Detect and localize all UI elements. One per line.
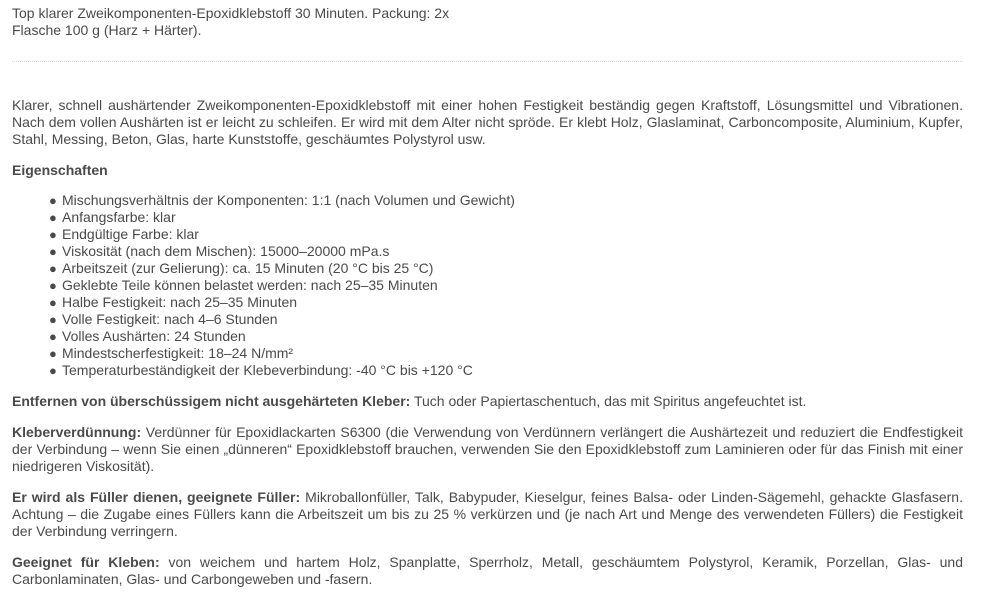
bullet-icon: ●: [49, 210, 57, 225]
list-item: [49, 243, 963, 260]
suitable-text: von weichem und hartem Holz, Spanplatte, Sperrholz, Metall, geschäumtem Polystyrol, Keramik, Porzellan, Glas- und Carbonlaminaten, Glas- und Carbongeweben und -fasern.: [12, 554, 963, 587]
intro-line-2: Flasche 100 g (Harz + Härter).: [12, 22, 202, 38]
list-item: [49, 226, 963, 243]
property-text: Geklebte Teile können belastet werden: nach 25–35 Minuten: [62, 277, 438, 293]
bullet-icon: ●: [49, 227, 57, 242]
thinning-lead: Kleberverdünnung:: [12, 424, 142, 440]
filler-lead: Er wird als Füller dienen, geeignete Füller:: [12, 489, 301, 505]
property-text: Mindestscherfestigkeit: 18–24 N/mm²: [62, 345, 294, 361]
property-text: Viskosität (nach dem Mischen): 15000–20000 mPa.s: [62, 243, 390, 259]
list-item: [49, 328, 963, 345]
suitable-lead: Geeignet für Kleben:: [12, 554, 160, 570]
properties-heading: Eigenschaften: [12, 162, 108, 178]
filler-text: Mikroballonfüller, Talk, Babypuder, Kieselgur, feines Balsa- oder Linden-Sägemehl, gehackte Glasfasern. Achtung – die Zugabe eines Füllers kann die Arbeitszeit um bis zu 25 % verkürzen und (je nach Art und Menge des verwendeten Füllers) die Festigkeit der Verbindung verringern.: [12, 489, 963, 539]
property-text: Arbeitszeit (zur Gelierung): ca. 15 Minuten (20 °C bis 25 °C): [62, 260, 434, 276]
property-text: Anfangsfarbe: klar: [62, 209, 176, 225]
bullet-icon: ●: [49, 329, 57, 344]
bullet-icon: ●: [49, 193, 57, 208]
property-text: Mischungsverhältnis der Komponenten: 1:1 (nach Volumen und Gewicht): [62, 192, 515, 208]
section-divider: [12, 61, 963, 62]
list-item: [49, 362, 963, 379]
bullet-icon: ●: [49, 312, 57, 327]
list-item: [49, 277, 963, 294]
bullet-icon: ●: [49, 346, 57, 361]
list-item: [49, 345, 963, 362]
list-item: [49, 192, 963, 209]
removal-lead: Entfernen von überschüssigem nicht ausgehärteten Kleber:: [12, 393, 411, 409]
bullet-icon: ●: [49, 278, 57, 293]
removal-paragraph: [12, 393, 963, 410]
removal-text: Tuch oder Papiertaschentuch, das mit Spiritus angefeuchtet ist.: [410, 393, 807, 409]
property-text: Volles Aushärten: 24 Stunden: [62, 328, 246, 344]
bullet-icon: ●: [49, 295, 57, 310]
bullet-icon: ●: [49, 363, 57, 378]
list-item: [49, 294, 963, 311]
description-paragraph: Klarer, schnell aushärtender Zweikomponenten-Epoxidklebstoff mit einer hohen Festigkeit beständig gegen Kraftstoff, Lösungsmittel und Vibrationen. Nach dem vollen Aushärten ist er leicht zu schleifen. Er wird mit dem Alter nicht spröde. Er klebt Holz, Glaslaminat, Carboncomposite, Aluminium, Kupfer, Stahl, Messing, Beton, Glas, harte Kunststoffe, geschäumtes Polystyrol usw.: [12, 97, 963, 147]
suitable-paragraph: [12, 554, 963, 588]
list-item: [49, 209, 963, 226]
property-text: Endgültige Farbe: klar: [62, 226, 199, 242]
bullet-icon: ●: [49, 244, 57, 259]
property-text: Halbe Festigkeit: nach 25–35 Minuten: [62, 294, 298, 310]
property-text: Temperaturbeständigkeit der Klebeverbindung: -40 °C bis +120 °C: [62, 362, 473, 378]
property-text: Volle Festigkeit: nach 4–6 Stunden: [62, 311, 278, 327]
properties-list: [12, 192, 963, 379]
bullet-icon: ●: [49, 261, 57, 276]
list-item: [49, 311, 963, 328]
list-item: [49, 260, 963, 277]
thinning-paragraph: [12, 424, 963, 475]
intro-line-1: Top klarer Zweikomponenten-Epoxidklebstoff 30 Minuten. Packung: 2x: [12, 5, 450, 21]
filler-paragraph: [12, 489, 963, 540]
product-description: [12, 0, 963, 588]
product-intro: [12, 5, 963, 39]
thinning-text: Verdünner für Epoxidlackarten S6300 (die Verwendung von Verdünnern verlängert die Aushärtezeit und reduziert die Endfestigkeit der Verbindung – wenn Sie einen „dünneren“ Epoxidklebstoff brauchen, verwenden Sie den Epoxidklebstoff zum Laminieren oder für das Finish mit einer niedrigeren Viskosität).: [12, 424, 963, 474]
